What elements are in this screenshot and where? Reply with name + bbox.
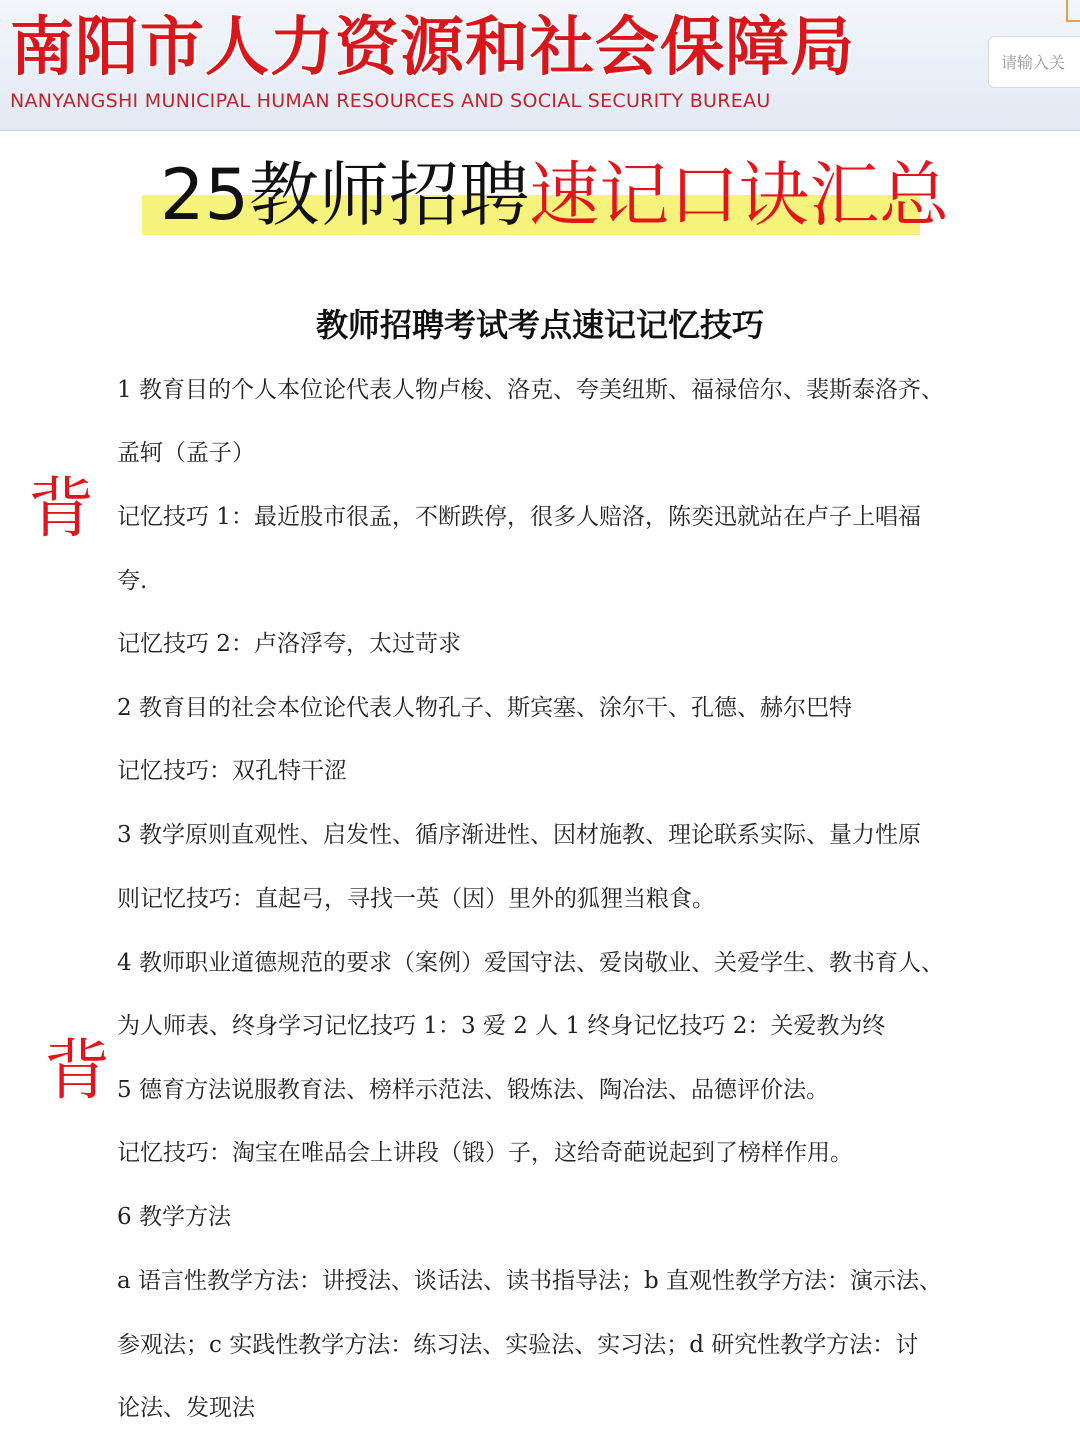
text-line: 论法、发现法 <box>117 1395 255 1421</box>
site-header-banner <box>0 0 1080 131</box>
text-line: 孟轲（孟子） <box>117 440 255 466</box>
text-line: 则记忆技巧：直起弓，寻找一英（因）里外的狐狸当粮食。 <box>117 886 715 912</box>
text-line: 为人师表、终身学习记忆技巧 1：3 爱 2 人 1 终身记忆技巧 2：关爱教为终 <box>117 1013 886 1039</box>
main-title <box>160 150 949 240</box>
memorize-stamp: 背 <box>28 470 94 547</box>
main-title-emphasis: 速记口诀汇总 <box>529 154 950 236</box>
text-line: 1 教育目的个人本位论代表人物卢梭、洛克、夸美纽斯、福禄倍尔、裴斯泰洛齐、 <box>117 377 944 403</box>
search-input[interactable]: 请输入关 <box>988 36 1080 88</box>
bureau-english-subtitle: NANYANGSHI MUNICIPAL HUMAN RESOURCES AND SOCIAL SECURITY BUREAU <box>10 90 771 112</box>
bureau-title: 南阳市人力资源和社会保障局 <box>10 11 855 85</box>
text-line: 4 教师职业道德规范的要求（案例）爱国守法、爱岗敬业、关爱学生、教书育人、 <box>117 950 944 976</box>
memorize-stamp: 背 <box>44 1032 110 1109</box>
corner-decoration <box>1066 0 1080 22</box>
text-line: 记忆技巧 1：最近股市很孟，不断跌停，很多人赔洛，陈奕迅就站在卢子上唱福 <box>117 504 921 530</box>
text-line: 夸. <box>117 568 148 594</box>
text-line: 2 教育目的社会本位论代表人物孔子、斯宾塞、涂尔干、孔德、赫尔巴特 <box>117 695 852 721</box>
text-line: 参观法；c 实践性教学方法：练习法、实验法、实习法；d 研究性教学方法：讨 <box>117 1332 919 1358</box>
section-heading: 教师招聘考试考点速记记忆技巧 <box>315 306 764 344</box>
main-title-prefix: 25教师招聘 <box>160 154 530 236</box>
text-line: 3 教学原则直观性、启发性、循序渐进性、因材施教、理论联系实际、量力性原 <box>117 822 921 848</box>
text-line: 5 德育方法说服教育法、榜样示范法、锻炼法、陶冶法、品德评价法。 <box>117 1077 829 1103</box>
text-line: 记忆技巧 2：卢洛浮夸，太过苛求 <box>117 631 461 657</box>
text-line: a 语言性教学方法：讲授法、谈话法、读书指导法；b 直观性教学方法：演示法、 <box>117 1268 943 1294</box>
text-line: 记忆技巧：双孔特干涩 <box>117 758 347 784</box>
text-line: 6 教学方法 <box>117 1204 231 1230</box>
text-line: 记忆技巧：淘宝在唯品会上讲段（锻）子，这给奇葩说起到了榜样作用。 <box>117 1140 853 1166</box>
main-title-block <box>0 150 1080 250</box>
